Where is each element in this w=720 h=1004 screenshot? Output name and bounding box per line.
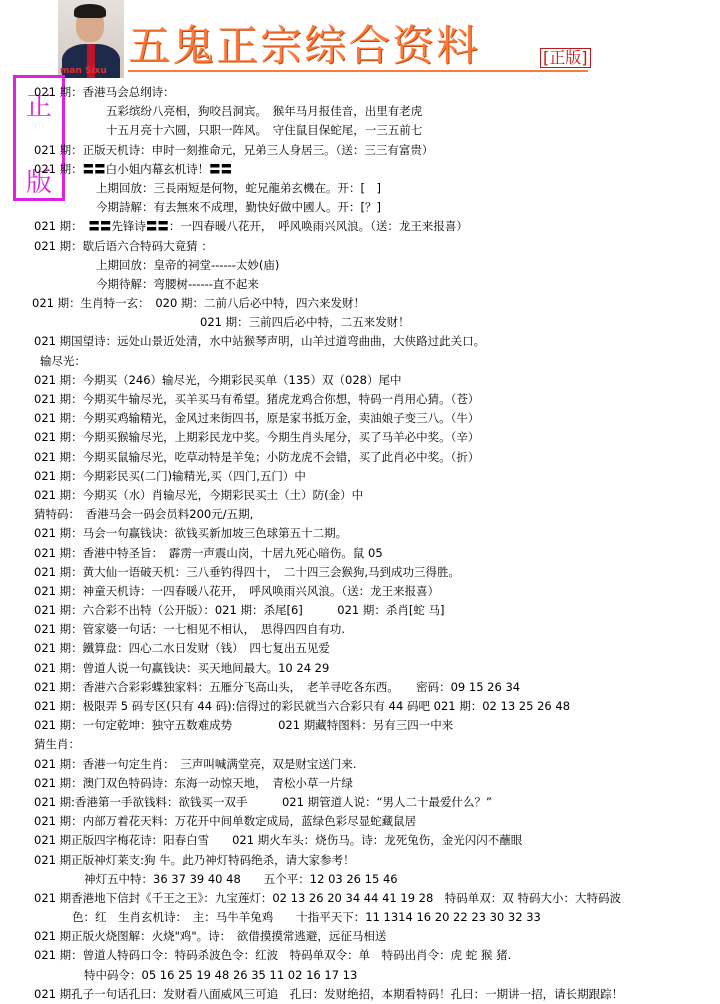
doc-line: 021 期：今期彩民买(二门)输精光,买（四门,五门）中 bbox=[34, 468, 306, 483]
doc-line: 五彩缤纷八亮相，狗咬吕洞宾。 猴年马月报佳音，出里有老虎 bbox=[106, 104, 423, 119]
doc-line: 021 期：〓〓白小姐内幕玄机诗！〓〓 bbox=[34, 161, 233, 176]
doc-line: 021 期：香港一句定生肖： 三声叫喊满堂亮，双是财宝送门来. bbox=[34, 756, 357, 771]
doc-line: 神灯五中特：36 37 39 40 48 五个平：12 03 26 15 46 bbox=[84, 871, 398, 886]
page-header bbox=[0, 0, 720, 82]
doc-line: 上期回放：三長兩短是何物，蛇兄龍弟玄機在。开：[ ] bbox=[96, 180, 381, 195]
doc-line: 021 期：香港六合彩彩蝶独家料：五雁分飞高山头， 老羊寻吃各东西。 密码：09 15 26 34 bbox=[34, 679, 521, 694]
stamp-char-bottom: 版 bbox=[25, 168, 52, 198]
doc-line: 021 期：生肖特一玄： 020 期：二前八后必中特，四六来发财！ bbox=[32, 296, 365, 311]
title-underline bbox=[128, 70, 588, 72]
doc-line: 021 期：神童天机诗：一四春暖八花开， 呼风唤雨兴风浪。（送：龙王来报喜） bbox=[34, 583, 440, 598]
doc-line: 上期回放：皇帝的祠堂------太妙(庙) bbox=[96, 257, 280, 272]
doc-line: 021 期国望诗：远处山景近处清，水中站猴琴声明，山羊过道弯曲曲，大侠路过此关口。 bbox=[34, 334, 486, 349]
doc-line: 色：红 生肖玄机诗： 主：马牛羊兔鸡 十指平天下：11 1314 16 20 22 23 30 32 33 bbox=[72, 910, 541, 925]
doc-line: 021 期：正版天机诗：申时一刻推命元，兄弟三人身居三。（送：三三有富贵） bbox=[34, 142, 434, 157]
doc-line: 021 期正版神灯莱支:狗 牛。此乃神灯特码绝杀，请大家参考！ bbox=[34, 852, 355, 867]
doc-line: 021 期：曾道人说一句赢钱诀：买天地间最大。10 24 29 bbox=[34, 660, 330, 675]
edition-badge: [正版] bbox=[540, 48, 591, 68]
photo-logo: man Sixu bbox=[60, 66, 107, 76]
page-title: 五鬼正宗综合资料 bbox=[128, 21, 481, 70]
doc-line: 021 期：今期买（水）肖输尽光，今期彩民买土（土）防(金）中 bbox=[34, 487, 364, 502]
document-body bbox=[34, 83, 714, 1004]
doc-line: 十五月亮十六圆，只职一阵风。 守住鼠目保蛇尾，一三五前七 bbox=[106, 123, 423, 138]
doc-line: 021 期：六合彩不出特（公开版）：021 期：杀尾[6] 021 期：杀肖[蛇 马] bbox=[34, 603, 445, 618]
doc-line: 021 期：极限弄 5 码专区(只有 44 码):信得过的彩民就当六合彩只有 44 码吧 021 期：02 13 25 26 48 bbox=[34, 699, 571, 713]
doc-line: 021 期：管家婆一句话：一七相见不相认， 思得四四自有功. bbox=[34, 622, 346, 637]
doc-line: 021 期：三前四后必中特，二五来发财！ bbox=[200, 315, 410, 330]
doc-line: 021 期：曾道人特码口令：特码杀波色令：红波 特码单双令：单 特码出肖令：虎 蛇 猴 猪. bbox=[34, 948, 512, 963]
stamp-char-top: 正 bbox=[25, 92, 52, 122]
doc-line: 猜特码： 香港马会一码会员料200元/五期, bbox=[34, 507, 254, 522]
doc-line: 021 期：今期买牛输尽光，买羊买马有希望。猪虎龙鸡合你想，特码一肖用心猜。（苍） bbox=[34, 392, 480, 406]
doc-line: 021 期：歇后语六合特码大竟猜 ： bbox=[34, 238, 213, 253]
doc-line: 今期詩解：有去無來不成理，勤快好做中國人。开：[？] bbox=[96, 200, 381, 215]
doc-line: 021 期：今期买猴输尽光，上期彩民龙中奖。今期生肖头尾分，买了马羊必中奖。（辛） bbox=[34, 430, 480, 445]
doc-line: 021 期香港地下信封《千王之王》：九宝莲灯：02 13 26 20 34 44 41 19 28 特码单双：双 特码大小：大特码波 bbox=[34, 890, 621, 905]
doc-line: 021 期：一句定乾坤：独守五数难成势 021 期藏特图料：另有三四一中来 bbox=[34, 718, 454, 733]
doc-line: 021 期：香港中特圣旨： 霹雳一声震山岗，十居九死心暗伤。鼠 05 bbox=[34, 545, 383, 560]
doc-line: 输尽光： bbox=[40, 353, 86, 368]
host-photo bbox=[58, 0, 124, 78]
doc-line: 021 期：内部万着花天料：万花开中间单数定成局，蓝绿色彩尽显蛇藏鼠居 bbox=[34, 814, 417, 829]
doc-line: 021 期：马会一句赢钱诀：欲钱买新加坡三色球第五十二期。 bbox=[34, 526, 348, 541]
doc-line: 今期待解：弯腰树------直不起来 bbox=[96, 276, 259, 291]
photo-hair bbox=[74, 4, 106, 18]
doc-line: 021 期：香港马会总纲诗： bbox=[34, 85, 175, 99]
doc-line: 021 期正版四字梅花诗：阳春白雪 021 期火车头：烧伤马。诗：龙死兔伤，金光闪闪不蘸眼 bbox=[34, 833, 523, 848]
doc-line: 021 期：今期买鸡输精光，金风过来街四书，原是家书抵万金，卖油娘子变三八。（牛） bbox=[34, 411, 480, 426]
doc-line: 021 期： 〓〓先锋诗〓〓：一四春暖八花开， 呼风唤雨兴风浪。（送：龙王来报喜） bbox=[34, 219, 468, 234]
doc-line: 021 期正版火烧图解：火烧"鸡"。诗： 欲借摸摸常逃避，远征马相送 bbox=[34, 929, 387, 944]
doc-line: 特中码令：05 16 25 19 48 26 35 11 02 16 17 13 bbox=[84, 967, 358, 982]
doc-line: 021 期：黄大仙一语破天机：三八垂钓得四十， 二十四三会猴狗,马到成功三得胜。 bbox=[34, 564, 461, 579]
doc-line: 021 期：鐵算盘：四心二水日发财（钱） 四七复出五见爱 bbox=[34, 641, 330, 656]
doc-line: 021 期：今期买鼠输尽光，吃草动特是羊兔；小防龙虎不会错，买了此肖必中奖。（折） bbox=[34, 449, 480, 464]
doc-line: 021 期：澳门双色特码诗：东海一动惊天地， 青松小草一片绿 bbox=[34, 775, 353, 790]
doc-line: 猜生肖： bbox=[34, 737, 80, 752]
doc-line: 021 期：今期买（246）输尽光，今期彩民买单（135）双（028）尾中 bbox=[34, 372, 402, 387]
doc-line: 021 期:香港第一手欲钱料：欲钱买一双手 021 期管道人说：“男人二十最爱什么？” bbox=[34, 794, 492, 809]
doc-line: 021 期孔子一句话孔曰：发财看八面威风三可追 孔曰：发财绝招，本期看特码！孔曰：一期讲一招，请长期跟踪！ bbox=[34, 986, 624, 1001]
